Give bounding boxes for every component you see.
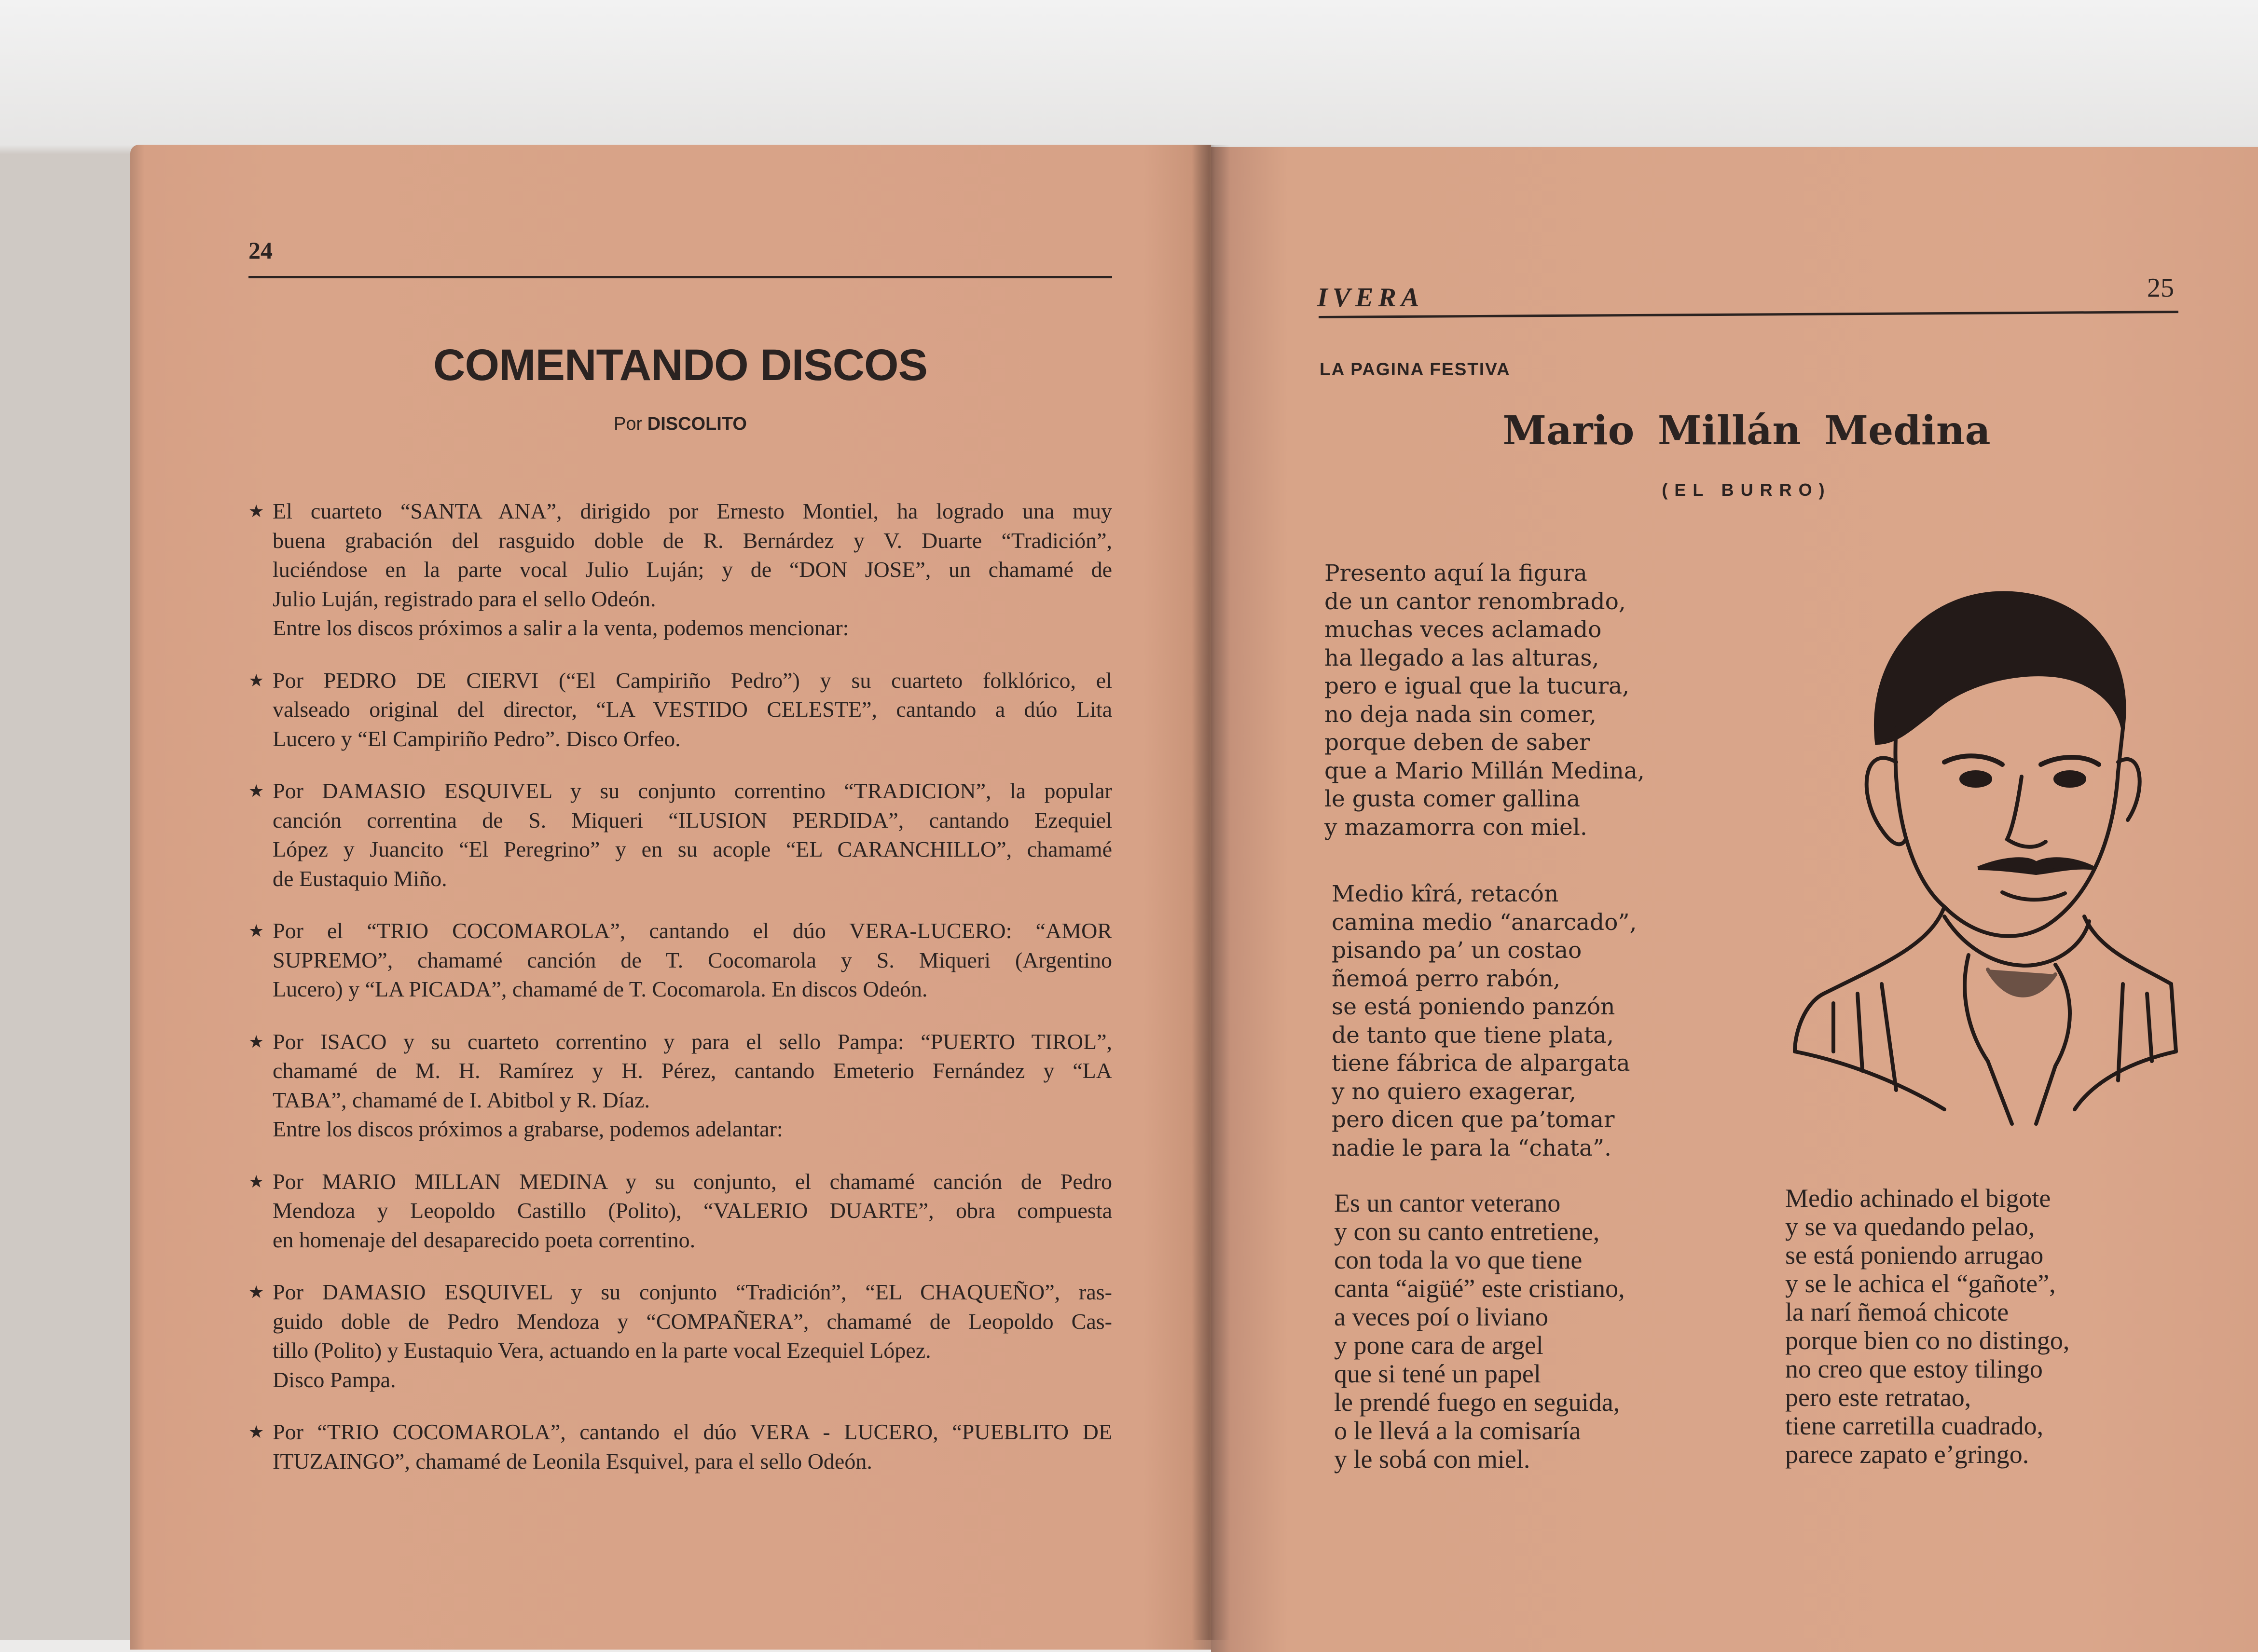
text-line: tillo (Polito) y Eustaquio Vera, actuando en la parte vocal Ezequiel López. (273, 1338, 931, 1363)
verse-line: con toda la vo que tiene (1334, 1245, 1583, 1274)
page-number-right: 25 (2147, 273, 2174, 303)
verse-line: y se va quedando pelao, (1785, 1212, 2035, 1241)
verse-line: muchas veces aclamado (1324, 616, 1602, 643)
star-bullet-icon: ★ (248, 1422, 264, 1442)
verse-line: Es un cantor veterano (1334, 1188, 1561, 1217)
verse-line: y le sobá con miel. (1334, 1445, 1530, 1474)
verse-line: ñemoá perro rabón, (1332, 965, 1561, 992)
byline-author: DISCOLITO (647, 414, 747, 434)
poem-subtitle: (EL BURRO) (1662, 480, 1831, 500)
text-line: ITUZAINGO”, chamamé de Leonila Esquivel, para el sello Odeón. (273, 1448, 872, 1474)
verse-line: pero dicen que pa’tomar (1332, 1106, 1615, 1133)
text-line: canción correntina de S. Miqueri “ILUSION PERDIDA”, cantando Ezequiel (273, 807, 1112, 833)
section-label: LA PAGINA FESTIVA (1320, 359, 1511, 379)
verse-line: pero este retratao, (1785, 1383, 1971, 1412)
star-bullet-icon: ★ (248, 781, 264, 801)
verse-line: se está poniendo arrugao (1785, 1241, 2044, 1270)
stanza-1 (1324, 560, 1645, 842)
record-entry (248, 1167, 1112, 1255)
verse-line: no deja nada sin comer, (1324, 701, 1597, 728)
verse-line: que si tené un papel (1334, 1359, 1541, 1388)
verse-line: porque deben de saber (1324, 729, 1590, 756)
text-line: TABA”, chamamé de I. Abitbol y R. Díaz. (273, 1087, 650, 1112)
record-entry (248, 916, 1112, 1004)
verse-line: canta “aigüé” este cristiano, (1334, 1274, 1625, 1303)
verse-line: parece zapato e’gringo. (1785, 1440, 2029, 1469)
text-line: en homenaje del desaparecido poeta correntino. (273, 1227, 696, 1252)
record-entry (248, 666, 1112, 754)
verse-line: y con su canto entretiene, (1334, 1217, 1600, 1246)
verse-line: Medio achinado el bigote (1785, 1184, 2051, 1213)
verse-line: se está poniendo panzón (1332, 994, 1615, 1020)
text-line: buena grabación del rasguido doble de R. Bernárdez y V. Duarte “Tradición”, (273, 528, 1112, 553)
record-entry (248, 1418, 1112, 1476)
text-line: de Eustaquio Miño. (273, 866, 447, 891)
verse-line: no creo que estoy tilingo (1785, 1354, 2043, 1383)
verse-line: o le llevá a la comisaría (1334, 1416, 1581, 1445)
record-entry (248, 777, 1112, 893)
verse-line: que a Mario Millán Medina, (1324, 757, 1645, 784)
text-line: Lucero y “El Campiriño Pedro”. Disco Orfeo. (273, 726, 681, 751)
star-bullet-icon: ★ (248, 670, 264, 690)
verse-line: camina medio “anarcado”, (1332, 909, 1637, 936)
verse-line: porque bien co no distingo, (1785, 1326, 2070, 1355)
text-line: Julio Luján, registrado para el sello Odeón. (273, 586, 656, 611)
verse-line: de tanto que tiene plata, (1332, 1022, 1614, 1049)
byline-prefix: Por (614, 414, 643, 434)
header-rule-left (248, 276, 1112, 278)
text-line: Entre los discos próximos a grabarse, podemos adelantar: (273, 1117, 783, 1141)
text-line: Lucero) y “LA PICADA”, chamamé de T. Cocomarola. En discos Odeón. (273, 977, 928, 1001)
stanza-4 (1785, 1184, 2069, 1469)
stanza-3 (1334, 1189, 1625, 1474)
verse-line: la narí ñemoá chicote (1785, 1297, 2009, 1326)
page-number-left: 24 (248, 237, 273, 264)
verse-line: pisando pa’ un costao (1332, 937, 1582, 964)
text-line: Por MARIO MILLAN MEDINA y su conjunto, el chamamé canción de Pedro (273, 1169, 1112, 1194)
article-title: COMENTANDO DISCOS (433, 341, 927, 390)
verse-line: de un cantor renombrado, (1324, 588, 1626, 615)
stanza-2 (1332, 880, 1637, 1162)
star-bullet-icon: ★ (248, 502, 264, 521)
verse-line: a veces poí o liviano (1334, 1302, 1548, 1331)
verse-line: Presento aquí la figura (1324, 560, 1587, 587)
verse-line: le prendé fuego en seguida, (1334, 1388, 1620, 1417)
record-entry (248, 497, 1112, 643)
running-head: IVERA (1317, 283, 1424, 313)
text-line: López y Juancito “El Peregrino” y en su acople “EL CARANCHILLO”, chamamé (273, 837, 1112, 861)
verse-line: y pone cara de argel (1334, 1331, 1543, 1360)
verse-line: pero e igual que la tucura, (1324, 673, 1630, 699)
verse-line: tiene fábrica de alpargata (1332, 1050, 1630, 1077)
text-line: SUPREMO”, chamamé canción de T. Cocomarola y S. Miqueri (Argentino (273, 947, 1112, 972)
text-line: El cuarteto “SANTA ANA”, dirigido por Ernesto Montiel, ha logrado una muy (273, 499, 1112, 523)
text-line: Por DAMASIO ESQUIVEL y su conjunto “Tradición”, “EL CHAQUEÑO”, ras- (273, 1280, 1112, 1304)
portrait-illustration (1785, 569, 2181, 1129)
verse-line: Medio kîrá, retacón (1332, 881, 1559, 907)
verse-line: y mazamorra con miel. (1324, 814, 1587, 841)
verse-line: nadie le para la “chata”. (1332, 1134, 1611, 1161)
star-bullet-icon: ★ (248, 1172, 264, 1191)
text-line: Por el “TRIO COCOMAROLA”, cantando el dúo VERA-LUCERO: “AMOR (273, 918, 1112, 943)
text-line: Por ISACO y su cuarteto correntino y para el sello Pampa: “PUERTO TIROL”, (273, 1029, 1112, 1054)
verse-line: y no quiero exagerar, (1332, 1078, 1576, 1105)
text-line: valseado original del director, “LA VESTIDO CELESTE”, cantando a dúo Lita (273, 697, 1112, 722)
text-line: Por “TRIO COCOMAROLA”, cantando el dúo VERA - LUCERO, “PUEBLITO DE (273, 1420, 1112, 1444)
verse-line: le gusta comer gallina (1324, 786, 1581, 812)
text-line: guido doble de Pedro Mendoza y “COMPAÑERA”, chamamé de Leopoldo Cas- (273, 1309, 1112, 1334)
byline (251, 414, 1110, 435)
text-line: Disco Pampa. (273, 1367, 396, 1392)
verse-line: ha llegado a las alturas, (1324, 644, 1599, 671)
verse-line: tiene carretilla cuadrado, (1785, 1411, 2044, 1440)
star-bullet-icon: ★ (248, 1283, 264, 1302)
text-line: Por DAMASIO ESQUIVEL y su conjunto correntino “TRADICION”, la popular (273, 778, 1112, 803)
text-line: Entre los discos próximos a salir a la venta, podemos mencionar: (273, 615, 849, 640)
verse-line: y se le achica el “gañote”, (1785, 1269, 2056, 1298)
star-bullet-icon: ★ (248, 921, 264, 941)
text-line: Por PEDRO DE CIERVI (“El Campiriño Pedro”) y su cuarteto folklórico, el (273, 668, 1112, 693)
record-entry (248, 1278, 1112, 1394)
text-line: luciéndose en la parte vocal Julio Luján; y de “DON JOSE”, un chamamé de (273, 557, 1112, 582)
star-bullet-icon: ★ (248, 1032, 264, 1051)
text-line: chamamé de M. H. Ramírez y H. Pérez, cantando Emeterio Fernández y “LA (273, 1058, 1112, 1083)
poem-title: Mario Millán Medina (1502, 408, 1991, 454)
book-spine (1192, 145, 1230, 1640)
article-body (248, 497, 1112, 1499)
text-line: Mendoza y Leopoldo Castillo (Polito), “VALERIO DUARTE”, obra compuesta (273, 1198, 1112, 1223)
record-entry (248, 1027, 1112, 1144)
